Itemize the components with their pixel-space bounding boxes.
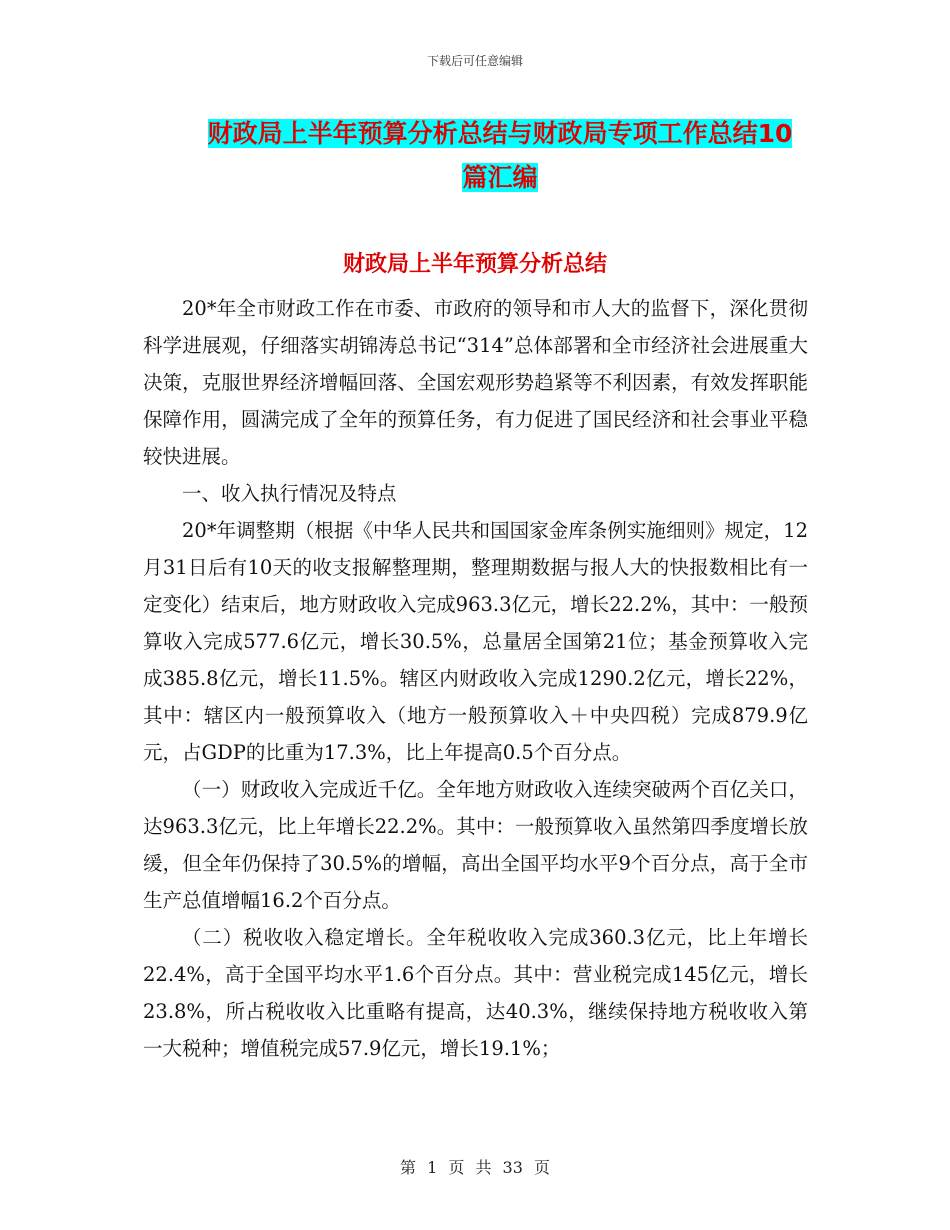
document-body <box>143 290 808 1067</box>
document-title-line2: 篇汇编 <box>462 163 538 192</box>
page-header-note: 下载后可任意编辑 <box>426 54 523 68</box>
paragraph-adjustment-period: 20*年调整期（根据《中华人民共和国国家金库条例实施细则》规定，12月31日后有10天的收支报解整理期，整理期数据与报人大的快报数相比有一定变化）结束后，地方财政收入完成963.3亿元，增长22.2%，其中：一般预算收入完成577.6亿元，增长30.5%，总量居全国第21位；基金预算收入完成385.8亿元，增长11.5%。辖区内财政收入完成1290.2亿元，增长22%，其中：辖区内一般预算收入（地方一般预算收入＋中央四税）完成879.9亿元，占GDP的比重为17.3%，比上年提高0.5个百分点。 <box>143 519 808 764</box>
heading-income-execution: 一、收入执行情况及特点 <box>182 482 397 505</box>
document-title-line1: 财政局上半年预算分析总结与财政局专项工作总结10 <box>207 119 793 148</box>
document-title <box>140 112 860 200</box>
section-title: 财政局上半年预算分析总结 <box>342 252 607 277</box>
page-number-footer: 第 1 页 共 33 页 <box>400 1158 550 1177</box>
paragraph-intro: 20*年全市财政工作在市委、市政府的领导和市人大的监督下，深化贯彻科学进展观，仔细落实胡锦涛总书记“314”总体部署和全市经济社会进展重大决策，克服世界经济增幅回落、全国宏观形势趋紧等不利因素，有效发挥职能保障作用，圆满完成了全年的预算任务，有力促进了国民经济和社会事业平稳较快进展。 <box>143 297 808 468</box>
paragraph-revenue-near-thousand: （一）财政收入完成近千亿。全年地方财政收入连续突破两个百亿关口，达963.3亿元，比上年增长22.2%。其中：一般预算收入虽然第四季度增长放缓，但全年仍保持了30.5%的增幅，高出全国平均水平9个百分点，高于全市生产总值增幅16.2个百分点。 <box>143 778 808 912</box>
paragraph-tax-growth: （二）税收收入稳定增长。全年税收收入完成360.3亿元，比上年增长22.4%，高于全国平均水平1.6个百分点。其中：营业税完成145亿元，增长23.8%，所占税收收入比重略有提高，达40.3%，继续保持地方税收收入第一大税种；增值税完成57.9亿元，增长19.1%； <box>143 926 808 1060</box>
